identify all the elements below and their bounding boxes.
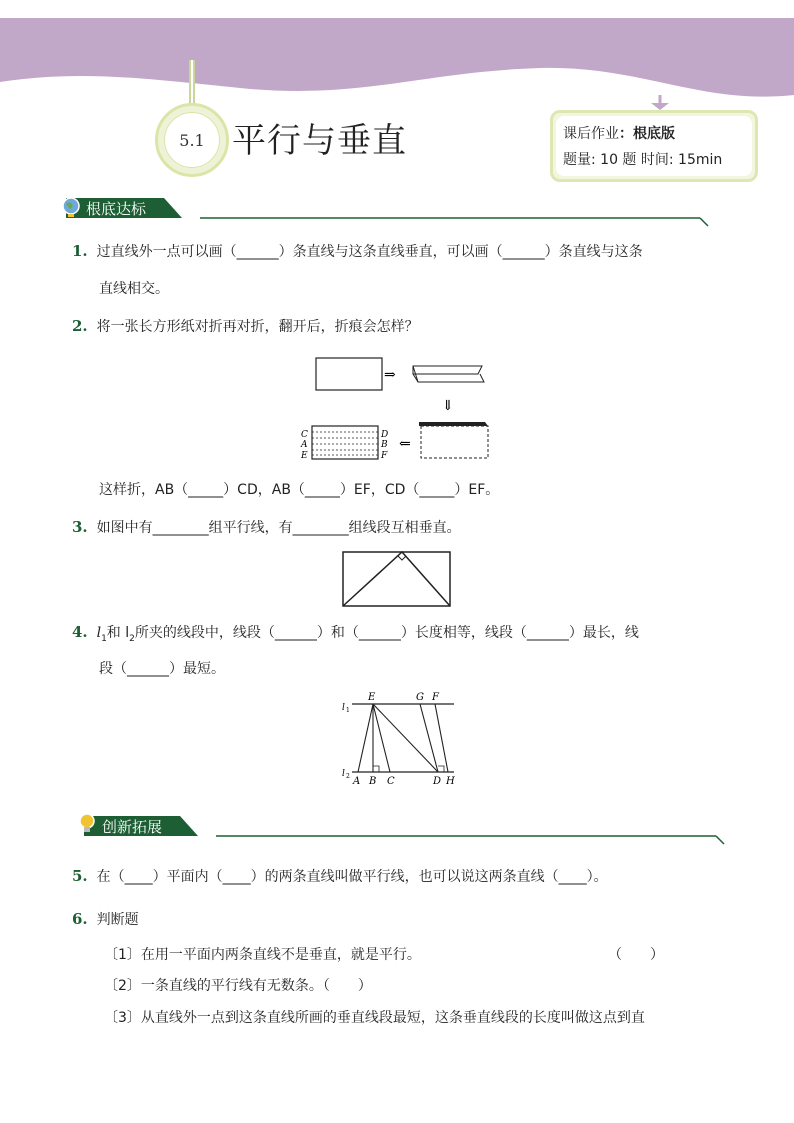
section-title-advanced: 创新拓展 <box>102 818 163 836</box>
judgement-item-2: 〔2〕一条直线的平行线有无数条。（ ） <box>104 978 372 994</box>
question-5-line <box>72 865 608 888</box>
label-h: H <box>446 776 455 787</box>
question-4-number: 4. <box>72 623 88 641</box>
question-4-text: 所夹的线段中，线段（______）和（______）长度相等，线段（______）最长，线 <box>134 625 639 641</box>
question-6-title: 判断题 <box>96 912 139 928</box>
question-2-answer-line: 这样折，AB（_____）CD，AB（_____）EF，CD（_____）EF。 <box>99 482 500 498</box>
homework-type <box>563 123 675 145</box>
header-banner <box>0 0 794 110</box>
lesson-number: 5.1 <box>164 112 220 168</box>
parallel-lines-figure <box>338 688 464 788</box>
arrow-right-icon: ⇒ <box>384 367 396 383</box>
label-e: E <box>368 692 376 703</box>
question-2-number: 2. <box>72 317 88 335</box>
label-f: F <box>432 692 439 703</box>
question-5-text: 在（____）平面内（____）的两条直线叫做平行线，也可以说这两条直线（____）。 <box>96 869 608 885</box>
homework-label: 课后作业 <box>563 126 619 142</box>
fig-label-f: F <box>381 451 388 461</box>
arrow-left-icon: ⇐ <box>399 436 411 452</box>
question-1-number: 1. <box>72 242 88 260</box>
label-l2-sub: 2 <box>346 773 350 780</box>
question-6-number: 6. <box>72 910 88 928</box>
folding-figure <box>296 350 496 466</box>
section-header-advanced <box>74 812 730 846</box>
homework-version: ：根底版 <box>619 126 675 142</box>
fig-label-c: C <box>301 430 308 440</box>
question-2-line <box>72 315 419 338</box>
question-3-number: 3. <box>72 518 88 536</box>
l2-subscript: 2 <box>129 633 135 644</box>
rectangle-triangle-figure <box>340 549 454 609</box>
question-1-line-1 <box>72 240 643 263</box>
question-5-number: 5. <box>72 867 88 885</box>
label-d: D <box>433 776 442 787</box>
question-2-text: 将一张长方形纸对折再对折，翻开后，折痕会怎样？ <box>96 319 419 335</box>
question-3-text: 如图中有________组平行线，有________组线段互相垂直。 <box>96 520 461 536</box>
page-title: 平行与垂直 <box>232 121 407 161</box>
section-header-basic <box>58 194 714 228</box>
l1-subscript: 1 <box>101 633 107 644</box>
question-1-line-2: 直线相交。 <box>99 281 169 297</box>
lightbulb-icon <box>76 812 98 836</box>
question-4-line-1 <box>72 621 639 650</box>
question-4-line-2: 段（______）最短。 <box>99 661 225 677</box>
fig-label-e: E <box>301 451 308 461</box>
question-3-line <box>72 516 461 539</box>
label-l1: l <box>342 703 345 713</box>
time-limit: 时间: 15min <box>640 152 723 168</box>
label-b: B <box>369 776 377 787</box>
question-1-text: 过直线外一点可以画（______）条直线与这条直线垂直，可以画（______）条直线与这条 <box>96 244 643 260</box>
judgement-item-3: 〔3〕从直线外一点到这条直线所画的垂直线段最短，这条垂直线段的长度叫做这点到直 <box>104 1010 645 1026</box>
label-c: C <box>387 776 395 787</box>
judgement-item-1-blank: （ ） <box>608 947 664 963</box>
section-title-basic: 根底达标 <box>86 200 147 218</box>
homework-meta <box>563 149 722 171</box>
judgement-item-1: 〔1〕在用一平面内两条直线不是垂直，就是平行。 <box>104 947 421 963</box>
label-l2: l <box>342 769 345 779</box>
question-count: 题量: 10 题 <box>563 152 637 168</box>
fig-label-d: D <box>381 430 389 440</box>
question-4-and-l2: 和 l <box>106 625 130 641</box>
label-g: G <box>416 692 424 703</box>
label-a: A <box>353 776 361 787</box>
arrow-down-icon: ⇓ <box>442 398 454 414</box>
question-6-line <box>72 908 139 931</box>
l1-symbol: l <box>96 625 102 641</box>
fig-label-b: B <box>381 440 388 450</box>
label-l1-sub: 1 <box>346 707 350 714</box>
fig-label-a: A <box>301 440 308 450</box>
globe-icon <box>60 196 82 218</box>
